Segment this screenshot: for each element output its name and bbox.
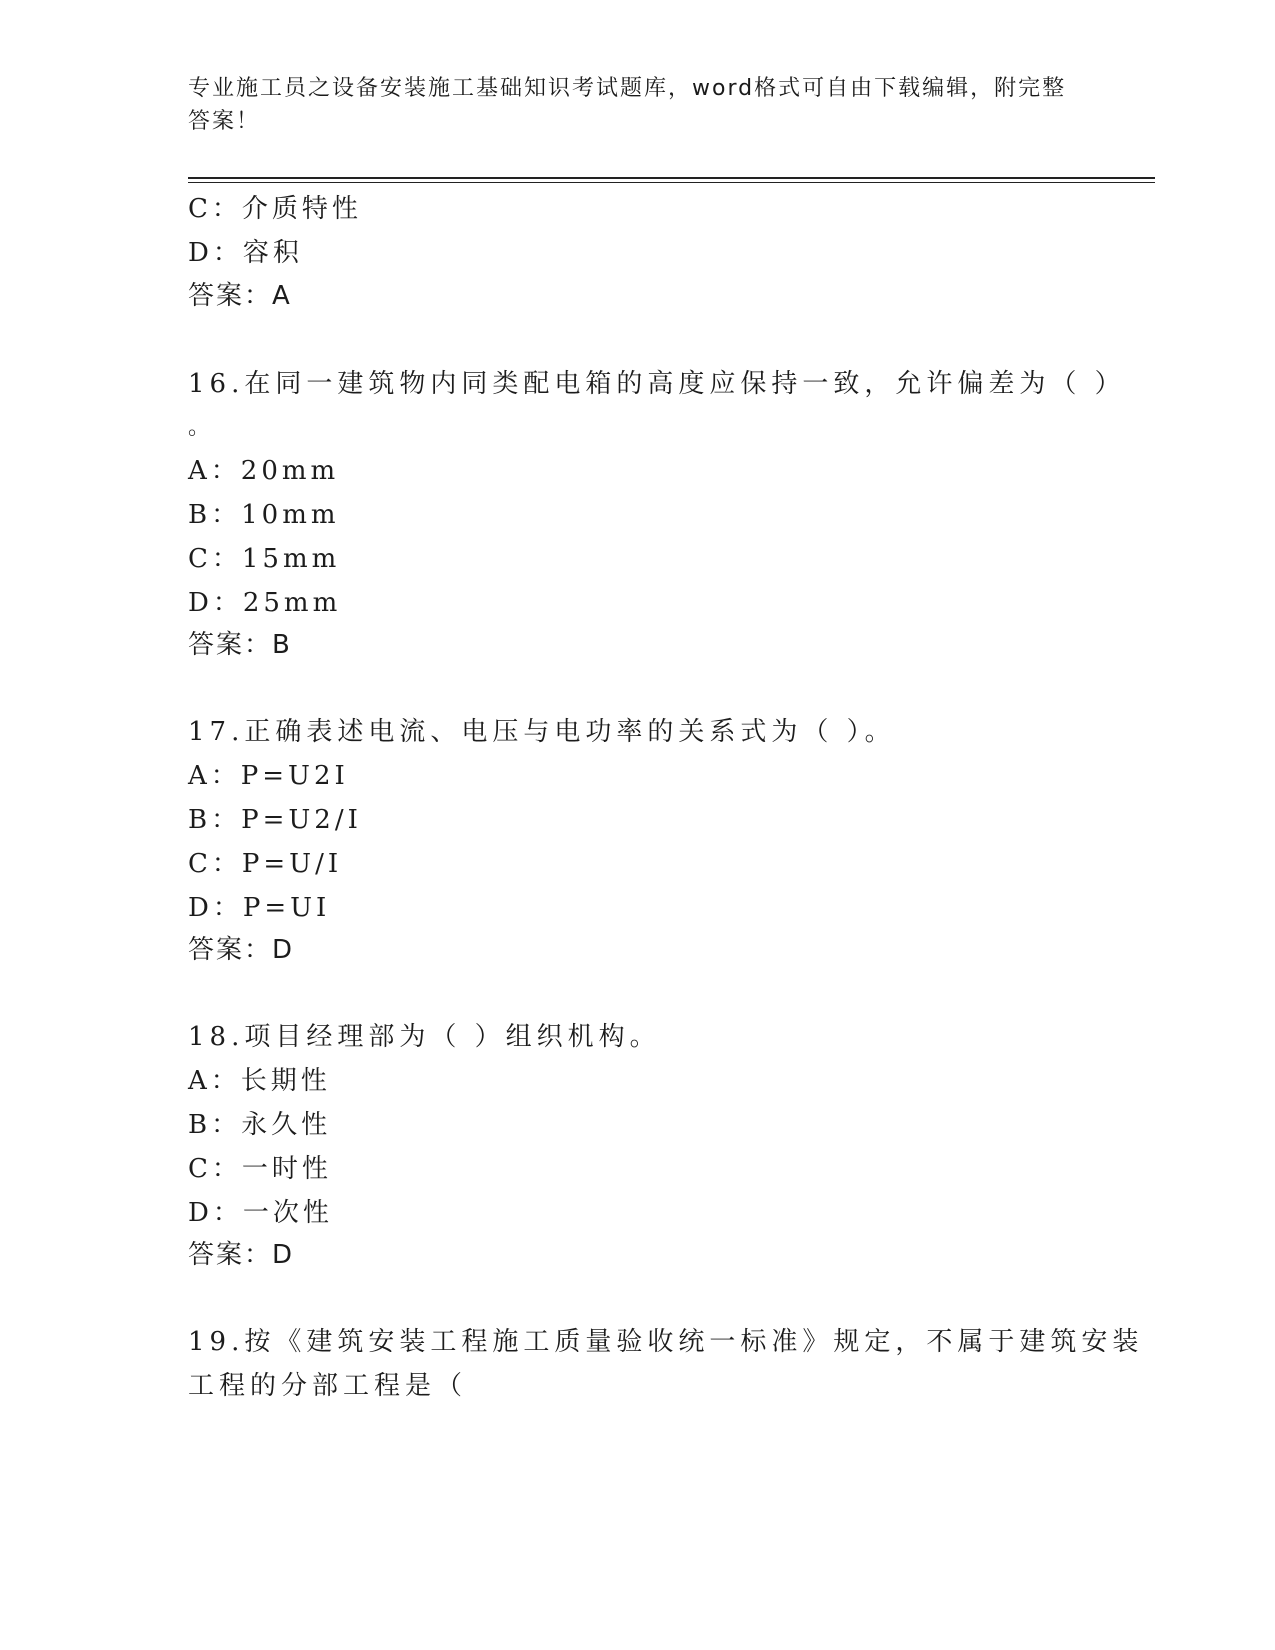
answer-text: 答案：D <box>188 1240 295 1270</box>
option-b: B：永久性 <box>188 1110 332 1140</box>
option-c: C：15mm <box>188 544 341 574</box>
option-d: D：容积 <box>188 238 303 268</box>
option-a: A：长期性 <box>188 1066 331 1096</box>
question-19-text-line1: 19.按《建筑安装工程施工质量验收统一标准》规定，不属于建筑安装 <box>188 1327 1144 1357</box>
answer-text: 答案：D <box>188 935 295 965</box>
document-header: 专业施工员之设备安装施工基础知识考试题库，word格式可自由下载编辑，附完整答案！ <box>188 76 1067 134</box>
answer-text: 答案：A <box>188 281 292 311</box>
answer-text: 答案：B <box>188 630 292 660</box>
question-16-text-tail: 。 <box>188 415 215 440</box>
question-18-text: 18.项目经理部为（ ）组织机构。 <box>188 1022 661 1052</box>
option-b: B：P=U2/I <box>188 805 362 835</box>
option-d: D：一次性 <box>188 1198 333 1228</box>
header-divider-top <box>188 177 1155 179</box>
header-divider-bottom <box>188 182 1155 183</box>
option-c: C：一时性 <box>188 1154 332 1184</box>
question-16-text: 16.在同一建筑物内同类配电箱的高度应保持一致，允许偏差为（ ） <box>188 369 1126 399</box>
question-19-text-line2: 工程的分部工程是（ <box>188 1371 468 1401</box>
option-c: C：P=U/I <box>188 849 343 879</box>
option-a: A：20mm <box>188 456 340 486</box>
option-d: D：P=UI <box>188 893 331 923</box>
option-a: A：P=U2I <box>188 761 349 791</box>
option-d: D：25mm <box>188 588 342 618</box>
option-c: C：介质特性 <box>188 194 362 224</box>
question-17-text: 17.正确表述电流、电压与电功率的关系式为（ ）。 <box>188 717 896 747</box>
option-b: B：10mm <box>188 500 340 530</box>
